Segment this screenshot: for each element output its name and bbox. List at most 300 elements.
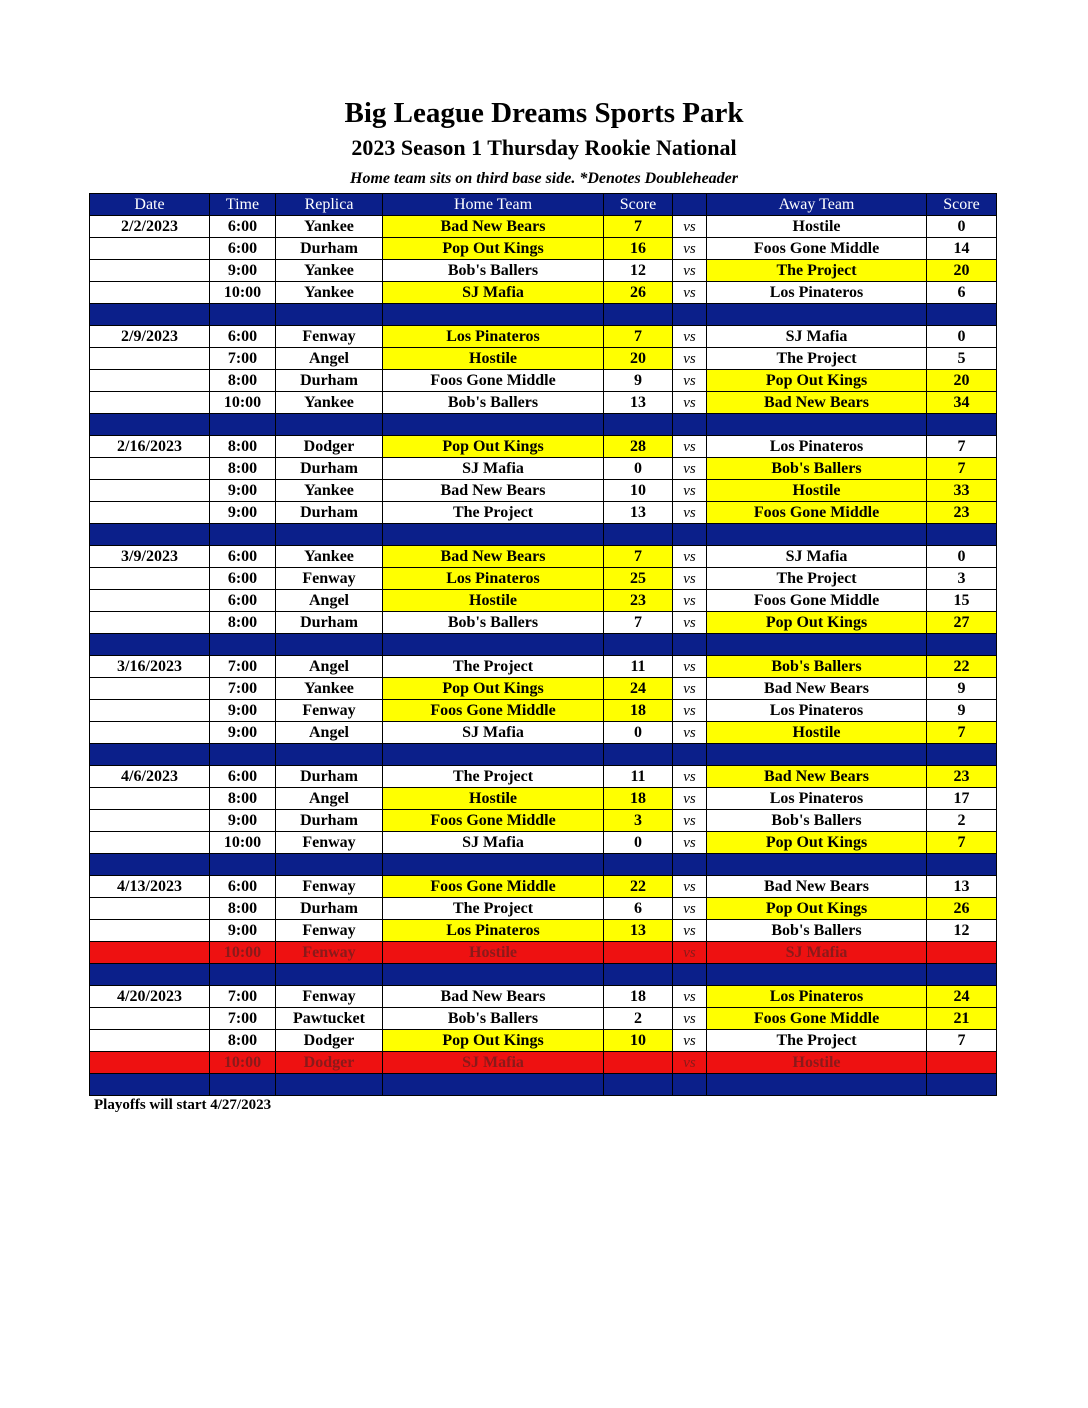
- game-row: [90, 392, 997, 414]
- home-team-cell: SJ Mafia: [383, 282, 604, 304]
- time-cell: 10:00: [210, 942, 276, 964]
- game-row: [90, 502, 997, 524]
- col-vs: [673, 194, 707, 216]
- date-cell: [90, 370, 210, 392]
- divider-cell: [673, 634, 707, 656]
- divider-cell: [604, 854, 673, 876]
- home-score-cell: 6: [604, 898, 673, 920]
- away-team-cell: Los Pinateros: [707, 700, 927, 722]
- replica-cell: Yankee: [276, 480, 383, 502]
- vs-cell: vs: [673, 810, 707, 832]
- divider-cell: [604, 744, 673, 766]
- time-cell: 6:00: [210, 238, 276, 260]
- home-team-cell: Bad New Bears: [383, 216, 604, 238]
- home-team-cell: The Project: [383, 898, 604, 920]
- vs-cell: vs: [673, 392, 707, 414]
- vs-cell: vs: [673, 722, 707, 744]
- divider-cell: [90, 1074, 210, 1096]
- time-cell: 9:00: [210, 722, 276, 744]
- home-team-cell: The Project: [383, 656, 604, 678]
- time-cell: 10:00: [210, 1052, 276, 1074]
- home-score-cell: 24: [604, 678, 673, 700]
- time-cell: 8:00: [210, 370, 276, 392]
- date-cell: [90, 502, 210, 524]
- divider-cell: [383, 304, 604, 326]
- date-cell: [90, 722, 210, 744]
- home-team-cell: Pop Out Kings: [383, 678, 604, 700]
- divider-cell: [383, 1074, 604, 1096]
- game-row: [90, 788, 997, 810]
- date-cell: [90, 238, 210, 260]
- time-cell: 8:00: [210, 898, 276, 920]
- divider-cell: [210, 1074, 276, 1096]
- time-cell: 7:00: [210, 656, 276, 678]
- vs-cell: vs: [673, 700, 707, 722]
- away-team-cell: The Project: [707, 348, 927, 370]
- divider-cell: [90, 744, 210, 766]
- game-row: [90, 722, 997, 744]
- date-cell: [90, 282, 210, 304]
- home-score-cell: 13: [604, 502, 673, 524]
- game-row: [90, 436, 997, 458]
- divider-cell: [927, 964, 997, 986]
- divider-cell: [210, 854, 276, 876]
- away-score-cell: 7: [927, 832, 997, 854]
- time-cell: 9:00: [210, 810, 276, 832]
- vs-cell: vs: [673, 1052, 707, 1074]
- away-team-cell: The Project: [707, 568, 927, 590]
- home-score-cell: 22: [604, 876, 673, 898]
- home-team-cell: Foos Gone Middle: [383, 700, 604, 722]
- replica-cell: Dodger: [276, 436, 383, 458]
- game-row: [90, 282, 997, 304]
- home-team-cell: Foos Gone Middle: [383, 810, 604, 832]
- vs-cell: vs: [673, 832, 707, 854]
- away-score-cell: 23: [927, 502, 997, 524]
- replica-cell: Angel: [276, 590, 383, 612]
- away-score-cell: 12: [927, 920, 997, 942]
- divider-cell: [276, 854, 383, 876]
- divider-cell: [673, 304, 707, 326]
- replica-cell: Angel: [276, 348, 383, 370]
- away-team-cell: Bob's Ballers: [707, 458, 927, 480]
- away-score-cell: 7: [927, 722, 997, 744]
- playoffs-note: Playoffs will start 4/27/2023: [94, 1097, 272, 1113]
- vs-cell: vs: [673, 348, 707, 370]
- away-score-cell: 7: [927, 436, 997, 458]
- week-divider: [90, 414, 997, 436]
- divider-cell: [210, 744, 276, 766]
- away-score-cell: 22: [927, 656, 997, 678]
- divider-cell: [276, 524, 383, 546]
- replica-cell: Yankee: [276, 260, 383, 282]
- away-score-cell: 9: [927, 700, 997, 722]
- time-cell: 9:00: [210, 502, 276, 524]
- vs-cell: vs: [673, 766, 707, 788]
- game-row: [90, 920, 997, 942]
- vs-cell: vs: [673, 612, 707, 634]
- replica-cell: Yankee: [276, 282, 383, 304]
- game-row: [90, 678, 997, 700]
- divider-cell: [707, 854, 927, 876]
- date-cell: 3/9/2023: [90, 546, 210, 568]
- home-score-cell: 16: [604, 238, 673, 260]
- divider-cell: [383, 414, 604, 436]
- date-cell: 2/9/2023: [90, 326, 210, 348]
- divider-cell: [383, 854, 604, 876]
- divider-cell: [90, 854, 210, 876]
- divider-cell: [276, 414, 383, 436]
- away-score-cell: 34: [927, 392, 997, 414]
- page-title: Big League Dreams Sports Park: [344, 97, 744, 129]
- home-team-cell: Hostile: [383, 788, 604, 810]
- home-score-cell: 23: [604, 590, 673, 612]
- home-team-cell: The Project: [383, 766, 604, 788]
- game-row: [90, 458, 997, 480]
- date-cell: 4/13/2023: [90, 876, 210, 898]
- time-cell: 9:00: [210, 480, 276, 502]
- away-team-cell: Pop Out Kings: [707, 832, 927, 854]
- replica-cell: Durham: [276, 238, 383, 260]
- home-score-cell: 18: [604, 986, 673, 1008]
- divider-cell: [210, 414, 276, 436]
- week-divider: [90, 304, 997, 326]
- away-team-cell: Bob's Ballers: [707, 920, 927, 942]
- vs-cell: vs: [673, 1030, 707, 1052]
- home-team-cell: Foos Gone Middle: [383, 876, 604, 898]
- time-cell: 6:00: [210, 876, 276, 898]
- away-team-cell: SJ Mafia: [707, 942, 927, 964]
- replica-cell: Durham: [276, 458, 383, 480]
- time-cell: 6:00: [210, 590, 276, 612]
- divider-cell: [210, 964, 276, 986]
- time-cell: 9:00: [210, 920, 276, 942]
- game-row: [90, 326, 997, 348]
- away-score-cell: 0: [927, 326, 997, 348]
- divider-cell: [707, 304, 927, 326]
- divider-cell: [927, 524, 997, 546]
- date-cell: [90, 700, 210, 722]
- away-team-cell: Los Pinateros: [707, 986, 927, 1008]
- date-cell: [90, 1008, 210, 1030]
- divider-cell: [707, 414, 927, 436]
- divider-cell: [927, 744, 997, 766]
- home-score-cell: 3: [604, 810, 673, 832]
- vs-cell: vs: [673, 590, 707, 612]
- col-away-team: Away Team: [707, 194, 927, 216]
- time-cell: 7:00: [210, 986, 276, 1008]
- time-cell: 9:00: [210, 260, 276, 282]
- col-time: Time: [210, 194, 276, 216]
- away-team-cell: Pop Out Kings: [707, 898, 927, 920]
- home-score-cell: 7: [604, 546, 673, 568]
- game-row: [90, 832, 997, 854]
- divider-cell: [707, 964, 927, 986]
- away-team-cell: Bad New Bears: [707, 392, 927, 414]
- away-score-cell: 27: [927, 612, 997, 634]
- home-score-cell: 10: [604, 480, 673, 502]
- away-team-cell: Los Pinateros: [707, 436, 927, 458]
- home-team-cell: Foos Gone Middle: [383, 370, 604, 392]
- divider-cell: [604, 634, 673, 656]
- home-team-cell: Bob's Ballers: [383, 392, 604, 414]
- away-team-cell: The Project: [707, 1030, 927, 1052]
- date-cell: [90, 678, 210, 700]
- divider-cell: [90, 634, 210, 656]
- date-cell: [90, 612, 210, 634]
- date-cell: [90, 1052, 210, 1074]
- game-row: [90, 260, 997, 282]
- home-team-cell: Pop Out Kings: [383, 238, 604, 260]
- away-score-cell: 20: [927, 370, 997, 392]
- divider-cell: [90, 964, 210, 986]
- vs-cell: vs: [673, 876, 707, 898]
- vs-cell: vs: [673, 920, 707, 942]
- home-score-cell: 11: [604, 766, 673, 788]
- home-score-cell: 13: [604, 920, 673, 942]
- game-row: [90, 766, 997, 788]
- col-home-score: Score: [604, 194, 673, 216]
- replica-cell: Fenway: [276, 568, 383, 590]
- replica-cell: Angel: [276, 788, 383, 810]
- time-cell: 6:00: [210, 216, 276, 238]
- date-cell: [90, 1030, 210, 1052]
- divider-cell: [90, 524, 210, 546]
- away-score-cell: 21: [927, 1008, 997, 1030]
- date-cell: [90, 458, 210, 480]
- home-team-cell: Bad New Bears: [383, 986, 604, 1008]
- header-row: [90, 194, 997, 216]
- divider-cell: [276, 634, 383, 656]
- divider-cell: [90, 304, 210, 326]
- away-score-cell: 33: [927, 480, 997, 502]
- week-divider: [90, 744, 997, 766]
- game-row: [90, 898, 997, 920]
- date-cell: 2/16/2023: [90, 436, 210, 458]
- divider-cell: [927, 1074, 997, 1096]
- divider-cell: [604, 414, 673, 436]
- home-score-cell: 26: [604, 282, 673, 304]
- home-team-cell: Hostile: [383, 942, 604, 964]
- away-score-cell: 14: [927, 238, 997, 260]
- away-team-cell: Bob's Ballers: [707, 656, 927, 678]
- divider-cell: [604, 524, 673, 546]
- away-score-cell: 2: [927, 810, 997, 832]
- date-cell: [90, 788, 210, 810]
- away-team-cell: Hostile: [707, 1052, 927, 1074]
- replica-cell: Yankee: [276, 678, 383, 700]
- home-score-cell: [604, 1052, 673, 1074]
- vs-cell: vs: [673, 458, 707, 480]
- away-team-cell: Hostile: [707, 722, 927, 744]
- replica-cell: Dodger: [276, 1052, 383, 1074]
- away-team-cell: Bad New Bears: [707, 876, 927, 898]
- game-row: [90, 568, 997, 590]
- home-score-cell: 7: [604, 612, 673, 634]
- divider-cell: [673, 1074, 707, 1096]
- away-score-cell: 3: [927, 568, 997, 590]
- game-row: [90, 348, 997, 370]
- divider-cell: [673, 414, 707, 436]
- home-score-cell: 25: [604, 568, 673, 590]
- vs-cell: vs: [673, 216, 707, 238]
- home-score-cell: 0: [604, 832, 673, 854]
- away-score-cell: 0: [927, 546, 997, 568]
- vs-cell: vs: [673, 502, 707, 524]
- replica-cell: Durham: [276, 370, 383, 392]
- game-row: [90, 612, 997, 634]
- vs-cell: vs: [673, 238, 707, 260]
- home-team-cell: Los Pinateros: [383, 326, 604, 348]
- replica-cell: Fenway: [276, 986, 383, 1008]
- replica-cell: Angel: [276, 656, 383, 678]
- divider-cell: [673, 744, 707, 766]
- divider-cell: [210, 524, 276, 546]
- home-score-cell: 18: [604, 700, 673, 722]
- home-team-cell: Bad New Bears: [383, 480, 604, 502]
- time-cell: 8:00: [210, 458, 276, 480]
- away-score-cell: 7: [927, 1030, 997, 1052]
- away-team-cell: Hostile: [707, 480, 927, 502]
- vs-cell: vs: [673, 788, 707, 810]
- home-team-cell: SJ Mafia: [383, 832, 604, 854]
- away-team-cell: SJ Mafia: [707, 546, 927, 568]
- vs-cell: vs: [673, 986, 707, 1008]
- week-divider: [90, 1074, 997, 1096]
- date-cell: [90, 942, 210, 964]
- date-cell: 4/20/2023: [90, 986, 210, 1008]
- game-row: [90, 216, 997, 238]
- game-row: [90, 238, 997, 260]
- vs-cell: vs: [673, 942, 707, 964]
- time-cell: 9:00: [210, 700, 276, 722]
- replica-cell: Yankee: [276, 392, 383, 414]
- game-row: [90, 1030, 997, 1052]
- col-home-team: Home Team: [383, 194, 604, 216]
- divider-cell: [383, 524, 604, 546]
- away-score-cell: 7: [927, 458, 997, 480]
- home-team-cell: SJ Mafia: [383, 722, 604, 744]
- date-cell: [90, 898, 210, 920]
- col-date: Date: [90, 194, 210, 216]
- away-score-cell: 9: [927, 678, 997, 700]
- date-cell: 2/2/2023: [90, 216, 210, 238]
- replica-cell: Durham: [276, 502, 383, 524]
- divider-cell: [604, 964, 673, 986]
- game-row: [90, 656, 997, 678]
- away-score-cell: 23: [927, 766, 997, 788]
- date-cell: [90, 260, 210, 282]
- divider-cell: [383, 964, 604, 986]
- week-divider: [90, 524, 997, 546]
- week-divider: [90, 634, 997, 656]
- home-team-cell: Pop Out Kings: [383, 1030, 604, 1052]
- divider-cell: [707, 744, 927, 766]
- away-score-cell: 0: [927, 216, 997, 238]
- away-team-cell: The Project: [707, 260, 927, 282]
- replica-cell: Fenway: [276, 942, 383, 964]
- time-cell: 10:00: [210, 392, 276, 414]
- home-team-cell: The Project: [383, 502, 604, 524]
- replica-cell: Fenway: [276, 700, 383, 722]
- vs-cell: vs: [673, 568, 707, 590]
- replica-cell: Durham: [276, 898, 383, 920]
- away-score-cell: 20: [927, 260, 997, 282]
- divider-cell: [927, 304, 997, 326]
- away-score-cell: 24: [927, 986, 997, 1008]
- date-cell: [90, 920, 210, 942]
- home-team-cell: SJ Mafia: [383, 1052, 604, 1074]
- game-row: [90, 1008, 997, 1030]
- replica-cell: Fenway: [276, 876, 383, 898]
- divider-cell: [276, 1074, 383, 1096]
- away-score-cell: 26: [927, 898, 997, 920]
- date-cell: [90, 568, 210, 590]
- divider-cell: [276, 304, 383, 326]
- divider-cell: [604, 304, 673, 326]
- replica-cell: Fenway: [276, 832, 383, 854]
- home-team-cell: Bob's Ballers: [383, 612, 604, 634]
- replica-cell: Durham: [276, 612, 383, 634]
- vs-cell: vs: [673, 436, 707, 458]
- game-row: [90, 942, 997, 964]
- game-row: [90, 700, 997, 722]
- divider-cell: [673, 854, 707, 876]
- date-cell: [90, 590, 210, 612]
- away-team-cell: Hostile: [707, 216, 927, 238]
- vs-cell: vs: [673, 1008, 707, 1030]
- date-cell: [90, 480, 210, 502]
- away-team-cell: Bad New Bears: [707, 678, 927, 700]
- home-team-cell: SJ Mafia: [383, 458, 604, 480]
- home-score-cell: 9: [604, 370, 673, 392]
- away-team-cell: Bob's Ballers: [707, 810, 927, 832]
- time-cell: 6:00: [210, 766, 276, 788]
- vs-cell: vs: [673, 282, 707, 304]
- game-row: [90, 370, 997, 392]
- away-score-cell: [927, 1052, 997, 1074]
- replica-cell: Fenway: [276, 920, 383, 942]
- vs-cell: vs: [673, 480, 707, 502]
- home-team-cell: Bob's Ballers: [383, 1008, 604, 1030]
- game-row: [90, 590, 997, 612]
- time-cell: 7:00: [210, 348, 276, 370]
- home-score-cell: 13: [604, 392, 673, 414]
- time-cell: 6:00: [210, 546, 276, 568]
- home-score-cell: 12: [604, 260, 673, 282]
- away-team-cell: Foos Gone Middle: [707, 502, 927, 524]
- time-cell: 8:00: [210, 612, 276, 634]
- away-team-cell: Foos Gone Middle: [707, 238, 927, 260]
- home-score-cell: 0: [604, 458, 673, 480]
- away-score-cell: 13: [927, 876, 997, 898]
- home-score-cell: 7: [604, 216, 673, 238]
- replica-cell: Durham: [276, 810, 383, 832]
- time-cell: 10:00: [210, 832, 276, 854]
- home-score-cell: 0: [604, 722, 673, 744]
- away-score-cell: 6: [927, 282, 997, 304]
- divider-cell: [210, 634, 276, 656]
- time-cell: 10:00: [210, 282, 276, 304]
- home-team-cell: Hostile: [383, 590, 604, 612]
- date-cell: [90, 810, 210, 832]
- divider-cell: [276, 744, 383, 766]
- time-cell: 8:00: [210, 436, 276, 458]
- divider-cell: [604, 1074, 673, 1096]
- vs-cell: vs: [673, 898, 707, 920]
- replica-cell: Yankee: [276, 216, 383, 238]
- date-cell: [90, 832, 210, 854]
